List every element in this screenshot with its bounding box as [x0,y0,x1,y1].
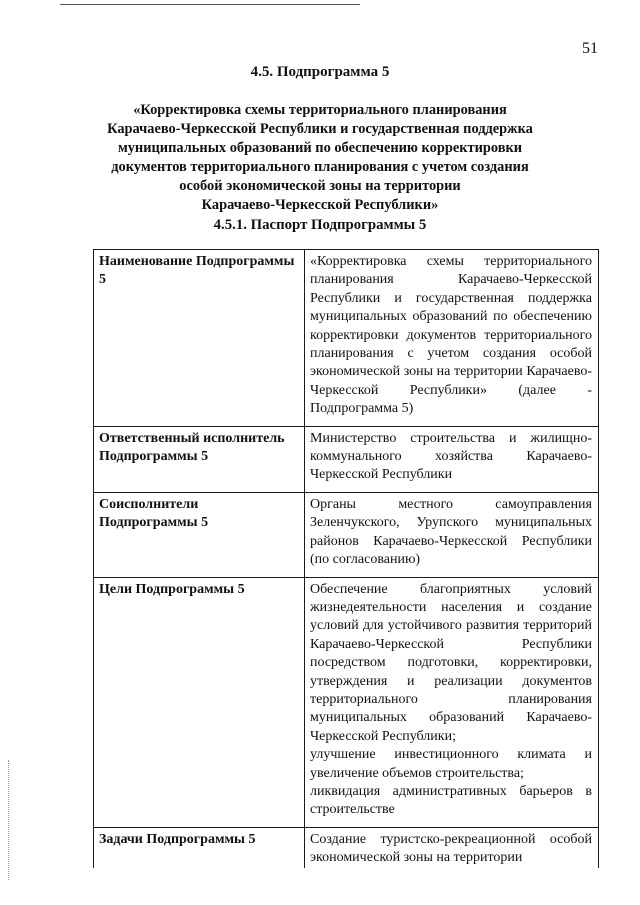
table-row [94,827,599,867]
program-title-line: документов территориального планирования с учетом создания [111,159,529,175]
program-title-line: Карачаево-Черкесской Республики» [201,197,439,213]
program-title-line: муниципальных образований по обеспечению корректировки [117,140,523,156]
row-label-name: Наименование Подпрограммы 5 [94,250,305,427]
row-value-responsible [305,426,599,492]
passport-table [93,249,599,868]
row-value-coexecutors [305,492,599,577]
row-value-paragraph: «Корректировка схемы территориального планирования Карачаево-Черкесской Республики и государственная поддержка муниципальных образований по обеспечению корректировки документов территориального планирования с учетом создания особой экономической зоны на территории Карачаево-Черкесской Республики» (далее - Подпрограмма 5) [310,254,592,417]
row-value-name [305,250,599,427]
program-title-line: Карачаево-Черкесской Республики и государственная поддержка [107,121,533,137]
table-row [94,577,599,827]
row-label-goals: Цели Подпрограммы 5 [94,577,305,827]
program-title-line: особой экономической зоны на территории [179,178,461,194]
row-label-coexecutors: Соисполнители Подпрограммы 5 [94,492,305,577]
row-value-goals [305,577,599,827]
row-value-paragraph: Обеспечение благоприятных условий жизнедеятельности населения и создание условий для устойчивого развития территорий Карачаево-Черкесской Республики посредством подготовки, корректировки, утверждения и реализации документов территориального планирования муниципальных образований Карачаево-Черкесской Республики; [310,581,592,744]
program-title-line: «Корректировка схемы территориального планирования [133,102,507,118]
row-value-tasks [305,827,599,867]
row-value-paragraph: Органы местного самоуправления Зеленчукского, Урупского муниципальных районов Карачаево-Черкесской Республики (по согласованию) [310,496,592,568]
row-label-responsible: Ответственный исполнитель Подпрограммы 5 [94,426,305,492]
section-title: 4.5. Подпрограмма 5 [250,64,390,80]
row-value-paragraph: Министерство строительства и жилищно-коммунального хозяйства Карачаево-Черкесской Республики [310,430,592,483]
program-title [80,101,560,215]
passport-title: 4.5.1. Паспорт Подпрограммы 5 [213,217,427,233]
row-label-tasks: Задачи Подпрограммы 5 [94,827,305,867]
row-value-paragraph: Создание туристско-рекреационной особой экономической зоны на территории [310,831,592,866]
table-row [94,426,599,492]
top-rule [60,4,360,5]
table-row [94,250,599,427]
table-row [94,492,599,577]
page-number: 51 [582,40,598,57]
row-value-paragraph: ликвидация административных барьеров в строительстве [310,783,592,818]
scan-edge-dots [8,760,11,880]
row-value-paragraph: улучшение инвестиционного климата и увеличение объемов строительства; [310,747,592,781]
